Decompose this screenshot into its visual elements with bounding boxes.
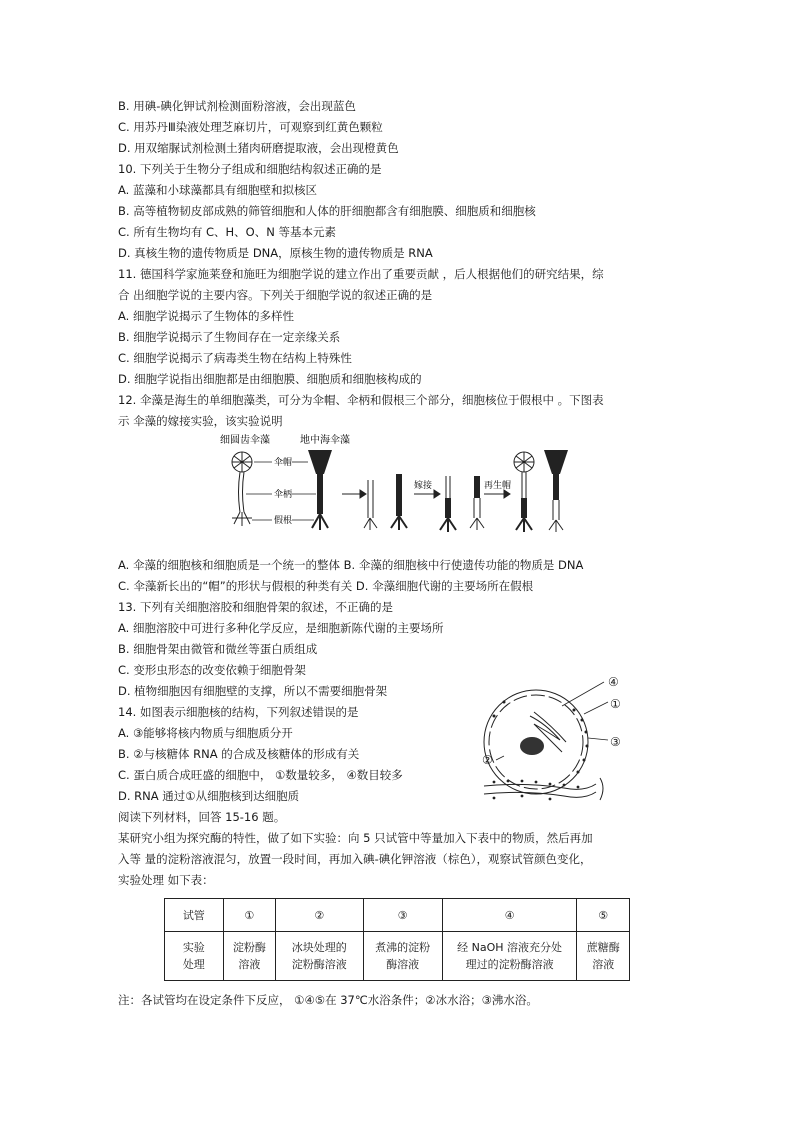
- text-line: A. 细胞溶胶中可进行多种化学反应，是细胞新陈代谢的主要场所: [118, 621, 444, 635]
- table-row: [165, 932, 630, 981]
- text-line: A. 伞藻的细胞核和细胞质是一个统一的整体 B. 伞藻的细胞核中行使遗传功能的物质是 DNA: [118, 558, 584, 572]
- label-4: ④: [608, 675, 619, 689]
- tube-1: ①: [223, 899, 275, 932]
- label-species-right: 地中海伞藻: [300, 435, 350, 446]
- arrow-2: [414, 490, 440, 498]
- table-note: 注：各试管均在设定条件下反应， ①④⑤在 37℃水浴条件；②冰水浴；③沸水浴。: [118, 993, 538, 1007]
- text-line: D. 用双缩脲试剂检测土猪肉研磨提取液，会出现橙黄色: [118, 141, 399, 155]
- regen-b: [544, 450, 568, 532]
- arrow-3: [484, 490, 510, 498]
- label-regen: 再生帽: [484, 481, 512, 491]
- label-cap: 伞帽: [274, 458, 293, 468]
- text-line: C. 用苏丹Ⅲ染液处理芝麻切片，可观察到红黄色颗粒: [118, 120, 383, 134]
- er: [484, 784, 596, 797]
- stalk-piece-dark: [391, 474, 407, 530]
- envelope-ribosomes: [493, 701, 589, 774]
- nucleus-figure: [474, 668, 634, 808]
- treatment-4: 经 NaOH 溶液充分处 理过的淀粉酶溶液: [442, 932, 577, 981]
- text-line: B. 细胞学说揭示了生物间存在一定亲缘关系: [118, 330, 341, 344]
- tube-3: ③: [363, 899, 442, 932]
- text-line: 14. 如图表示细胞核的结构，下列叙述错误的是: [118, 705, 359, 719]
- text-line: 示 伞藻的嫁接实验，该实验说明: [118, 414, 283, 428]
- alga-left: [232, 452, 252, 526]
- treatment-2: 冰块处理的 淀粉酶溶液: [276, 932, 363, 981]
- label-1: ①: [610, 697, 621, 711]
- grafted-b: [470, 476, 484, 530]
- text-line: D. 真核生物的遗传物质是 DNA，原核生物的遗传物质是 RNA: [118, 246, 433, 260]
- treatment-3: 煮沸的淀粉 酶溶液: [363, 932, 442, 981]
- row-label: 实验 处理: [165, 932, 224, 981]
- text-line: C. 所有生物均有 C、H、O、N 等基本元素: [118, 225, 336, 239]
- tube-4: ④: [442, 899, 577, 932]
- text-line: A. ③能够将核内物质与细胞质分开: [118, 726, 293, 740]
- text-line: 13. 下列有关细胞溶胶和细胞骨架的叙述，不正确的是: [118, 600, 393, 614]
- text-line: 入等 量的淀粉溶液混匀，放置一段时间，再加入碘-碘化钾溶液（棕色），观察试管颜色变化，: [118, 852, 592, 866]
- label-2: ②: [482, 753, 493, 767]
- text-line: 阅读下列材料，回答 15-16 题。: [118, 810, 286, 824]
- tube-5: ⑤: [577, 899, 630, 932]
- text-line: C. 细胞学说揭示了病毒类生物在结构上特殊性: [118, 351, 352, 365]
- nucleolus: [520, 737, 544, 755]
- alga-right: [308, 450, 332, 530]
- text-line: A. 蓝藻和小球藻都具有细胞壁和拟核区: [118, 183, 317, 197]
- stalk-piece-light: [364, 480, 377, 530]
- text-line: 合 出细胞学说的主要内容。下列关于细胞学说的叙述正确的是: [118, 288, 433, 302]
- label-root: 假根: [274, 516, 293, 526]
- text-line: D. RNA 通过①从细胞核到达细胞质: [118, 789, 300, 803]
- text-line: B. 细胞骨架由微管和微丝等蛋白质组成: [118, 642, 318, 656]
- tube-2: ②: [276, 899, 363, 932]
- er-ribosomes: [493, 780, 580, 801]
- label-stalk: 伞柄: [274, 490, 293, 500]
- header-label: 试管: [165, 899, 224, 932]
- text-line: 12. 伞藻是海生的单细胞藻类，可分为伞帽、伞柄和假根三个部分，细胞核位于假根中 。下图表: [118, 393, 604, 407]
- text-line: B. ②与核糖体 RNA 的合成及核糖体的形成有关: [118, 747, 360, 761]
- text-line: 某研究小组为探究酶的特性，做了如下实验：向 5 只试管中等量加入下表中的物质，然后再加: [118, 831, 593, 845]
- label-3: ③: [610, 735, 621, 749]
- treatment-1: 淀粉酶 溶液: [223, 932, 275, 981]
- experiment-table: [164, 898, 630, 981]
- text-line: 实验处理 如下表：: [118, 873, 214, 887]
- text-line: B. 用碘-碘化钾试剂检测面粉溶液，会出现蓝色: [118, 99, 356, 113]
- text-line: B. 高等植物韧皮部成熟的筛管细胞和人体的肝细胞都含有细胞膜、细胞质和细胞核: [118, 204, 536, 218]
- text-line: 11. 德国科学家施莱登和施旺为细胞学说的建立作出了重要贡献 ，后人根据他们的研究结果，综: [118, 267, 604, 281]
- label-graft: 嫁接: [414, 481, 433, 491]
- regen-a: [514, 452, 534, 498]
- text-line: C. 伞藻新长出的“帽”的形状与假根的种类有关 D. 伞藻细胞代谢的主要场所在假根: [118, 579, 534, 593]
- grafted-a: [440, 476, 456, 532]
- table-header-row: [165, 899, 630, 932]
- treatment-5: 蔗糖酶 溶液: [577, 932, 630, 981]
- text-line: A. 细胞学说揭示了生物体的多样性: [118, 309, 294, 323]
- text-line: C. 蛋白质合成旺盛的细胞中， ①数量较多， ④数目较多: [118, 768, 403, 782]
- text-line: D. 细胞学说指出细胞都是由细胞膜、细胞质和细胞核构成的: [118, 372, 422, 386]
- label-species-left: 细圆齿伞藻: [220, 435, 270, 446]
- text-line: 10. 下列关于生物分子组成和细胞结构叙述正确的是: [118, 162, 382, 176]
- arrow-1: [342, 490, 366, 498]
- text-line: D. 植物细胞因有细胞壁的支撑，所以不需要细胞骨架: [118, 684, 388, 698]
- text-line: C. 变形虫形态的改变依赖于细胞骨架: [118, 663, 306, 677]
- nucleus-labels: [482, 675, 621, 767]
- grafting-figure: [220, 432, 580, 548]
